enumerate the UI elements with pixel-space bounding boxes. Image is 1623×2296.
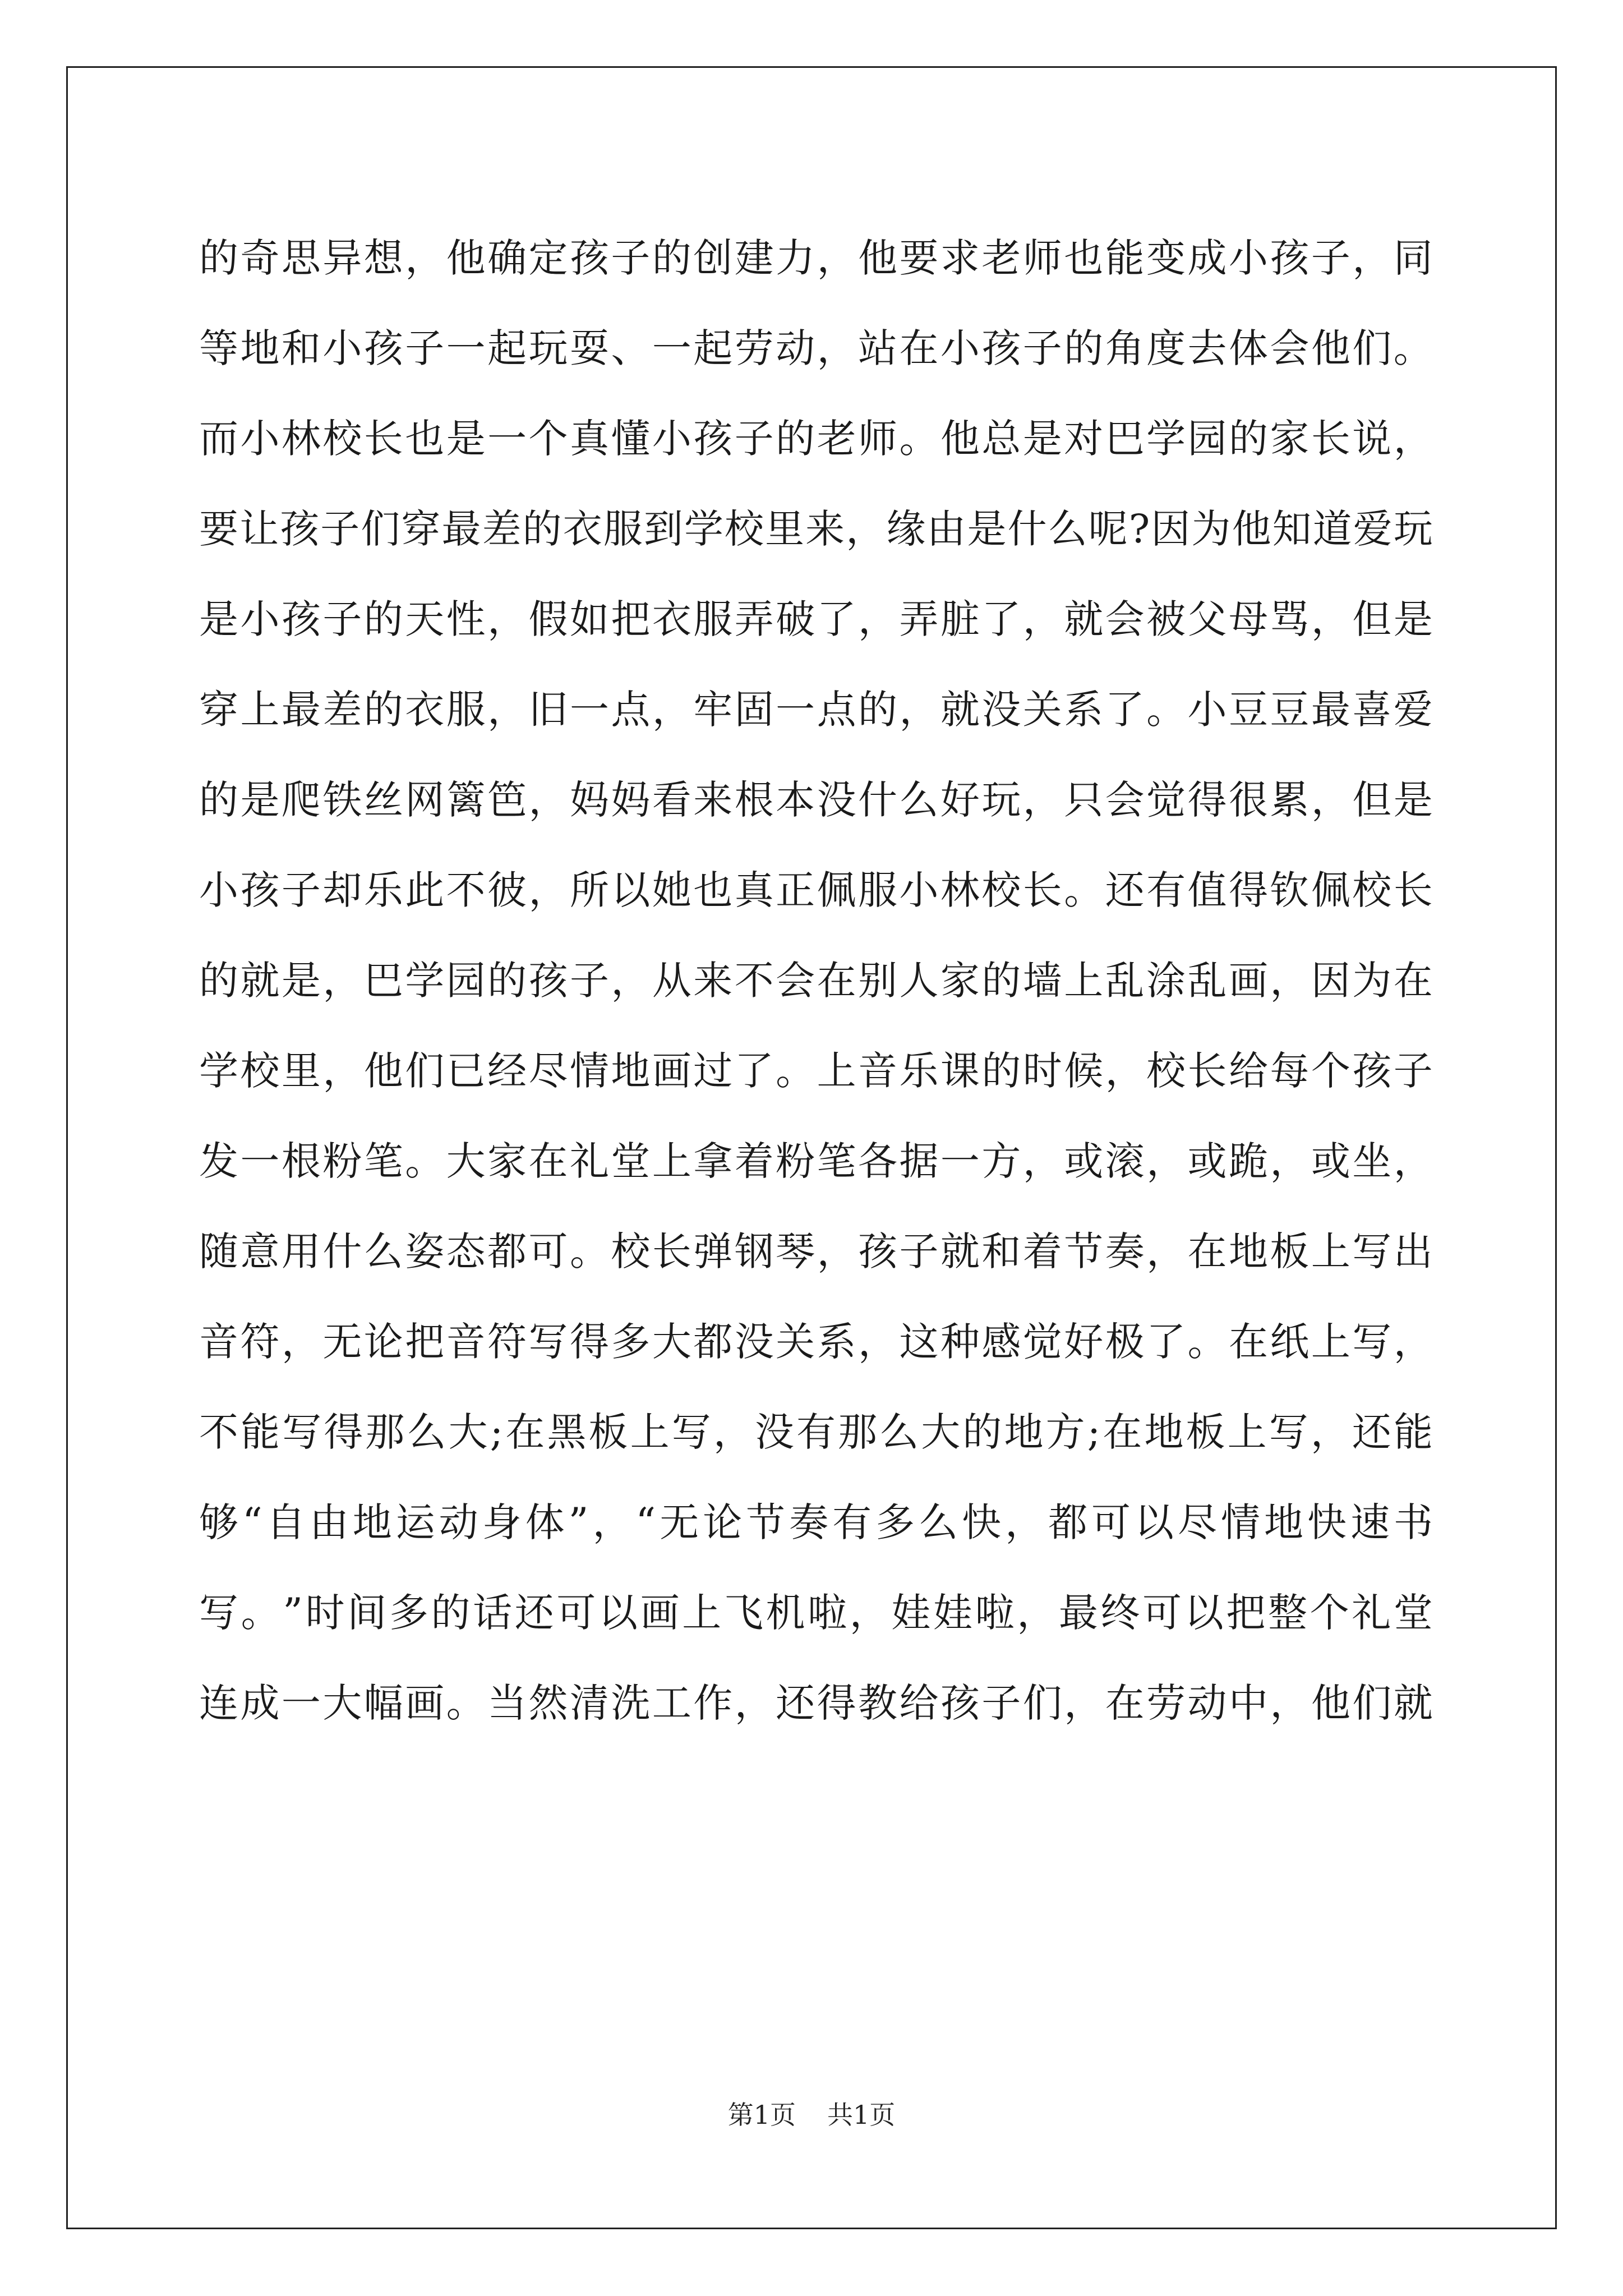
text-line: 连 成 一 大 幅 画 。 当 然 清 洗 工 作 ， 还 得 教 给 孩 子 们 ， 在 劳 动 中 ， 他 们 就 (199, 1680, 1433, 1726)
text-line: 随 意 用 什 么 姿 态 都 可 。 校 长 弹 钢 琴 ， 孩 子 就 和 着 节 奏 ， 在 地 板 上 写 出 (199, 1228, 1433, 1274)
text-line: 要 让 孩 子 们 穿 最 差 的 衣 服 到 学 校 里 来 ， 缘 由 是 什 么 呢 ? 因 为 他 知 道 爱 玩 (199, 506, 1433, 552)
text-line: 写 。 ” 时 间 多 的 话 还 可 以 画 上 飞 机 啦 ， 娃 娃 啦 ， 最 终 可 以 把 整 个 礼 堂 (199, 1590, 1433, 1636)
text-line: 发 一 根 粉 笔 。 大 家 在 礼 堂 上 拿 着 粉 笔 各 据 一 方 ， 或 滚 ， 或 跪 ， 或 坐 ， (199, 1138, 1433, 1184)
text-line: 的 是 爬 铁 丝 网 篱 笆 ， 妈 妈 看 来 根 本 没 什 么 好 玩 ， 只 会 觉 得 很 累 ， 但 是 (199, 777, 1433, 823)
text-line: 的 就 是 ， 巴 学 园 的 孩 子 ， 从 来 不 会 在 别 人 家 的 墙 上 乱 涂 乱 画 ， 因 为 在 (199, 958, 1433, 1004)
text-line: 的 奇 思 异 想 ， 他 确 定 孩 子 的 创 建 力 ， 他 要 求 老 师 也 能 变 成 小 孩 子 ， 同 (199, 235, 1433, 281)
text-line: 穿 上 最 差 的 衣 服 ， 旧 一 点 ， 牢 固 一 点 的 ， 就 没 关 系 了 。 小 豆 豆 最 喜 爱 (199, 687, 1433, 733)
text-line: 小 孩 子 却 乐 此 不 彼 ， 所 以 她 也 真 正 佩 服 小 林 校 长 。 还 有 值 得 钦 佩 校 长 (199, 867, 1433, 913)
text-line: 学 校 里 ， 他 们 已 经 尽 情 地 画 过 了 。 上 音 乐 课 的 时 候 ， 校 长 给 每 个 孩 子 (199, 1048, 1433, 1094)
text-line: 是 小 孩 子 的 天 性 ， 假 如 把 衣 服 弄 破 了 ， 弄 脏 了 ， 就 会 被 父 母 骂 ， 但 是 (199, 596, 1433, 642)
text-line: 不 能 写 得 那 么 大 ; 在 黑 板 上 写 ， 没 有 那 么 大 的 地 方 ; 在 地 板 上 写 ， 还 能 (199, 1409, 1433, 1455)
page-footer (0, 2098, 1623, 2132)
document-body (199, 213, 1433, 1749)
text-line: 够 “ 自 由 地 运 动 身 体 ” ， “ 无 论 节 奏 有 多 么 快 ， 都 可 以 尽 情 地 快 速 书 (199, 1499, 1433, 1545)
text-line: 而 小 林 校 长 也 是 一 个 真 懂 小 孩 子 的 老 师 。 他 总 是 对 巴 学 园 的 家 长 说 ， (199, 416, 1433, 462)
text-line: 音 符 ， 无 论 把 音 符 写 得 多 大 都 没 关 系 ， 这 种 感 觉 好 极 了 。 在 纸 上 写 ， (199, 1319, 1433, 1365)
page-number: 第1页 (727, 2100, 796, 2130)
text-line: 等 地 和 小 孩 子 一 起 玩 耍 、 一 起 劳 动 ， 站 在 小 孩 子 的 角 度 去 体 会 他 们 。 (199, 325, 1433, 371)
page-total: 共1页 (827, 2100, 896, 2130)
